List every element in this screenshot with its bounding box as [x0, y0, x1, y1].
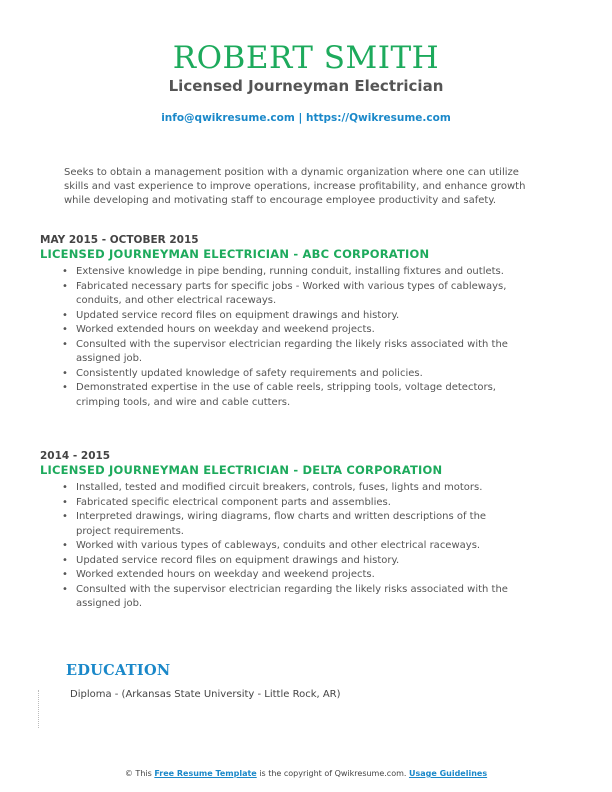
job-role: Licensed Journeyman Electrician — [168, 77, 444, 95]
email-link[interactable]: info@qwikresume.com — [161, 112, 295, 124]
list-item: • Interpreted drawings, wiring diagrams, flow charts and written descriptions of the project requirements. — [76, 510, 516, 539]
experience-entry-1 — [40, 234, 560, 410]
list-item: • Worked extended hours on weekday and weekend projects. — [76, 323, 516, 338]
list-item: • Fabricated specific electrical component parts and assemblies. — [76, 496, 516, 511]
candidate-name: ROBERT SMITH — [172, 40, 440, 76]
free-resume-template-link[interactable]: Free Resume Template — [154, 769, 257, 778]
education-heading: EDUCATION — [66, 662, 171, 679]
usage-guidelines-link[interactable]: Usage Guidelines — [408, 769, 488, 778]
job-bullets — [40, 481, 560, 612]
list-item: • Extensive knowledge in pipe bending, running conduit, installing fixtures and outlets. — [76, 265, 516, 280]
job-title: LICENSED JOURNEYMAN ELECTRICIAN - DELTA CORPORATION — [40, 463, 443, 477]
list-item: • Updated service record files on equipment drawings and history. — [76, 554, 516, 569]
education-item: Diploma - (Arkansas State University - Little Rock, AR) — [70, 689, 341, 700]
list-item: • Updated service record files on equipment drawings and history. — [76, 309, 516, 324]
job-title: LICENSED JOURNEYMAN ELECTRICIAN - ABC CORPORATION — [40, 247, 430, 261]
footer-middle: is the copyright of Qwikresume.com. — [256, 769, 409, 778]
contact-separator: | — [298, 112, 303, 124]
list-item: • Demonstrated expertise in the use of cable reels, stripping tools, voltage detectors, crimping tools, and wire and cable cutters. — [76, 381, 516, 410]
list-item: • Installed, tested and modified circuit breakers, controls, fuses, lights and motors. — [76, 481, 516, 496]
list-item: • Worked extended hours on weekday and weekend projects. — [76, 568, 516, 583]
summary: Seeks to obtain a management position with a dynamic organization where one can utilize skills and vast experience to improve operations, increase profitability, and enhance growth while developing and motivating staff to encourage employee productivity and safety. — [64, 167, 526, 206]
education-divider — [38, 690, 39, 728]
list-item: • Fabricated necessary parts for specific jobs - Worked with various types of cableways, conduits, and other electrical raceways. — [76, 280, 516, 309]
footer-prefix: © This — [124, 769, 155, 778]
website-link[interactable]: https://Qwikresume.com — [305, 112, 451, 124]
list-item: • Consulted with the supervisor electrician regarding the likely risks associated with the assigned job. — [76, 583, 516, 612]
contact-line — [0, 111, 612, 125]
list-item: • Consulted with the supervisor electrician regarding the likely risks associated with the assigned job. — [76, 338, 516, 367]
job-dates: MAY 2015 - OCTOBER 2015 — [40, 234, 199, 246]
job-dates: 2014 - 2015 — [40, 450, 111, 462]
list-item: • Consistently updated knowledge of safety requirements and policies. — [76, 367, 516, 382]
footer — [0, 768, 612, 780]
list-item: • Worked with various types of cableways, conduits and other electrical raceways. — [76, 539, 516, 554]
experience-entry-2 — [40, 450, 560, 612]
job-bullets — [40, 265, 560, 410]
